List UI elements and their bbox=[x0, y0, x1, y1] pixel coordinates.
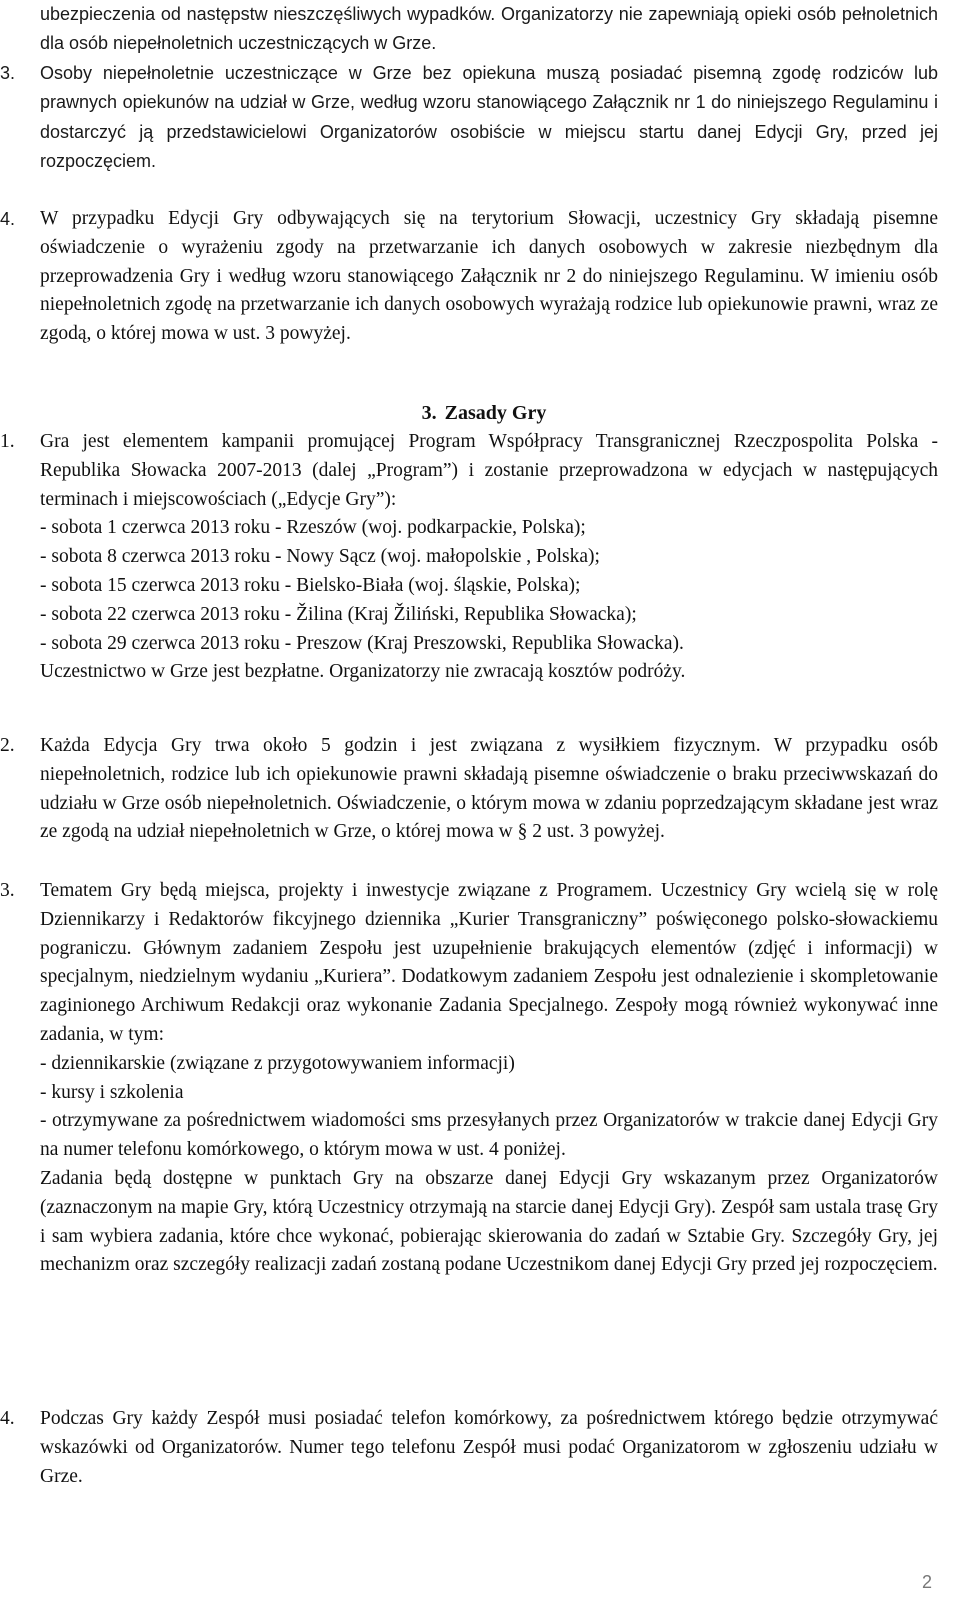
section-heading bbox=[0, 399, 960, 427]
task-line: - otrzymywane za pośrednictwem wiadomości sms przesyłanych przez Organizatorów w trakcie danej Edycji Gry na numer telefonu komórkowego, o którym mowa w ust. 4 poniżej. bbox=[40, 1110, 938, 1161]
item-number: 4. bbox=[0, 1408, 15, 1429]
task-line: - dziennikarskie (związane z przygotowywaniem informacji) bbox=[40, 1052, 515, 1074]
item-closing: Zadania będą dostępne w punktach Gry na obszarze danej Edycji Gry wskazanym przez Organizatorów (zaznaczonym na mapie Gry, którą Uczestnicy otrzymają na starcie danej Edycji Gry). Zespół sam ustala trasę Gry i sam wybiera zadania, które chce wykonać, pobierając skierowania do zadań w Sztabie Gry. Szczegóły Gry, jej mechanizm oraz szczegóły realizacji zadań zostaną podane Uczestnikom danej Edycji Gry przed jej rozpoczęciem. bbox=[40, 1167, 938, 1276]
item-text: Osoby niepełnoletnie uczestniczące w Grze bez opiekuna muszą posiadać pisemną zgodę rodziców lub prawnych opiekunów na udział w Grze, według wzoru stanowiącego Załącznik nr 1 do niniejszego Regulaminu i dostarczyć ją przedstawicielowi Organizatorów osobiście w miejscu startu danej Edycji Gry, przed jej rozpoczęciem. bbox=[40, 63, 938, 171]
item-number: 2. bbox=[0, 735, 15, 756]
item-text: Tematem Gry będą miejsca, projekty i inwestycje związane z Programem. Uczestnicy Gry wcielą się w rolę Dziennikarzy i Redaktorów fikcyjnego dziennika „Kurier Transgraniczny” poświęconego polsko-słowackiemu pograniczu. Głównym zadaniem Zespołu jest uzupełnienie brakujących elementów (zdjęć i informacji) w specjalnym, niedzielnym wydaniu „Kuriera”. Dodatkowym zadaniem Zespołu jest odnalezienie i skompletowanie zaginionego Archiwum Redakcji oraz wykonanie Zadania Specjalnego. Zespoły mogą również wykonywać inne zadania, w tym: bbox=[40, 880, 938, 1045]
item-number: 1. bbox=[0, 431, 15, 452]
heading-title: Zasady Gry bbox=[444, 402, 547, 424]
item-text: Gra jest elementem kampanii promującej Program Współpracy Transgranicznej Rzeczpospolita Polska - Republika Słowacka 2007-2013 (dalej „Program”) i zostanie przeprowadzona w edycjach w następujących terminach i miejscowościach („Edycje Gry”): bbox=[40, 431, 938, 510]
item-number: 4. bbox=[0, 209, 16, 229]
item-text: W przypadku Edycji Gry odbywających się na terytorium Słowacji, uczestnicy Gry składają pisemne oświadczenie o wyrażeniu zgody na przetwarzanie ich danych osobowych w zakresie niezbędnym dla przeprowadzenia Gry i według wzoru stanowiącego Załącznik nr 2 do niniejszego Regulaminu. W imieniu osób niepełnoletnich zgodę na przetwarzanie ich danych osobowych wyrażają rodzice lub opiekunowie prawni, wraz ze zgodą, o której mowa w ust. 3 powyżej. bbox=[40, 208, 938, 345]
item-body bbox=[40, 428, 938, 687]
item-closing: Uczestnictwo w Grze jest bezpłatne. Organizatorzy nie zwracają kosztów podróży. bbox=[40, 661, 686, 683]
date-line: - sobota 29 czerwca 2013 roku - Preszow (Kraj Preszowski, Republika Słowacka). bbox=[40, 632, 684, 654]
item-number: 3. bbox=[0, 880, 15, 901]
date-line: - sobota 22 czerwca 2013 roku - Žilina (Kraj Žiliński, Republika Słowacka); bbox=[40, 603, 637, 625]
date-line: - sobota 1 czerwca 2013 roku - Rzeszów (woj. podkarpackie, Polska); bbox=[40, 517, 586, 539]
item-text: Podczas Gry każdy Zespół musi posiadać telefon komórkowy, za pośrednictwem którego będzie otrzymywać wskazówki od Organizatorów. Numer tego telefonu Zespół musi podać Organizatorom w zgłoszeniu udziału w Grze. bbox=[40, 1408, 938, 1487]
paragraph-text: ubezpieczenia od następstw nieszczęśliwych wypadków. Organizatorzy nie zapewniają opieki osób pełnoletnich dla osób niepełnoletnich uczestniczących w Grze. bbox=[40, 4, 938, 54]
task-line: - kursy i szkolenia bbox=[40, 1081, 184, 1103]
page-number: 2 bbox=[921, 1572, 932, 1592]
paragraph-continuation bbox=[40, 0, 938, 59]
item-text: Każda Edycja Gry trwa około 5 godzin i jest związana z wysiłkiem fizycznym. W przypadku osób niepełnoletnich, rodzice lub ich opiekunowie prawni składają pisemne oświadczenie o braku przeciwwskazań do udziału w Grze osób niepełnoletnich. Oświadczenie, o którym mowa w zdaniu poprzedzającym składane jest wraz ze zgodą na udział niepełnoletnich w Grze, o której mowa w § 2 ust. 3 powyżej. bbox=[40, 735, 938, 843]
item-number: 3. bbox=[0, 63, 16, 83]
date-line: - sobota 8 czerwca 2013 roku - Nowy Sącz (woj. małopolskie , Polska); bbox=[40, 546, 600, 568]
heading-number: 3. bbox=[421, 402, 437, 424]
item-body bbox=[40, 877, 938, 1280]
date-line: - sobota 15 czerwca 2013 roku - Bielsko-Biała (woj. śląskie, Polska); bbox=[40, 574, 581, 596]
